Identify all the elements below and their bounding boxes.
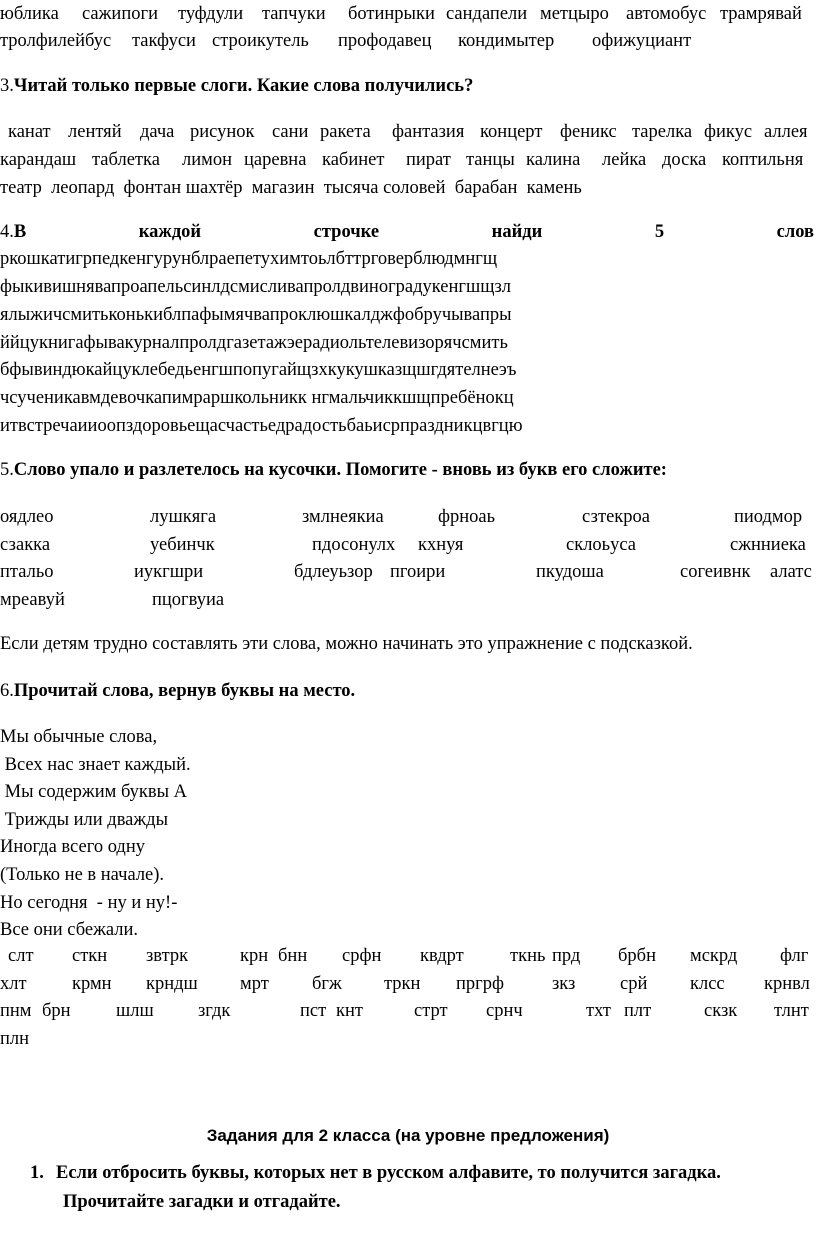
scrambled-word: пиодмор	[734, 507, 803, 527]
task-6-title	[0, 678, 814, 704]
word: карандаш	[0, 150, 77, 170]
word: сажипоги	[82, 4, 158, 24]
scrambled-word: пгоири	[390, 562, 446, 582]
scrambled-word: фрноаь	[438, 507, 496, 527]
scrambled-word: склоьуса	[566, 535, 637, 555]
poem-line: Мы содержим буквы А	[0, 782, 188, 802]
word: профодавец	[338, 31, 432, 51]
letter-row: бфывиндюкайцуклебедьенгшпопугайщзхкукушказщшгдятелнеэъ	[0, 360, 517, 380]
consonant-word: брн	[42, 1001, 71, 1021]
task-5-title	[0, 457, 814, 483]
letter-row: фыкивишнявапроапельсинлдсмисливапролдвиноградукенгшщзл	[0, 277, 512, 297]
letter-row: итвстречаииоопздоровьещасчастьедрадостьбаьисрпраздникцвгцю	[0, 416, 523, 436]
word: лентяй	[68, 122, 122, 142]
word: фикус	[704, 122, 753, 142]
scrambled-word: алатс	[770, 562, 812, 582]
consonant-word: флг	[780, 946, 809, 966]
consonant-word: срй	[620, 974, 648, 994]
scrambled-word: сзакка	[0, 535, 51, 555]
consonant-word: плн	[0, 1029, 30, 1049]
word: тарелка	[632, 122, 693, 142]
hint-note: Если детям трудно составлять эти слова, можно начинать это упражнение с подсказкой.	[0, 634, 693, 654]
word: феникс	[560, 122, 617, 142]
scrambled-word: пцогвуиа	[152, 590, 225, 610]
scrambled-word: бдлеуьзор	[294, 562, 373, 582]
poem-line: Все они сбежали.	[0, 920, 139, 940]
word-line	[0, 28, 814, 54]
poem-line: Но сегодня - ну и ну!-	[0, 893, 178, 913]
poem-line: (Только не в начале).	[0, 865, 165, 885]
item-number: 1.	[30, 1163, 44, 1183]
consonant-word: мрт	[240, 974, 269, 994]
consonant-word: ткнь	[510, 946, 546, 966]
task-title-word: В	[13, 222, 27, 242]
word: танцы	[466, 150, 515, 170]
scrambled-word: уебинчк	[150, 535, 215, 555]
task-title-word: строчке	[313, 222, 380, 242]
consonant-word: сткн	[72, 946, 108, 966]
task-title-word: 5	[654, 222, 665, 242]
word: царевна	[244, 150, 307, 170]
item-text: Если отбросить буквы, которых нет в русском алфавите, то получится загадка.	[56, 1163, 721, 1183]
word-line: театр леопард фонтан шахтёр магазин тысяча соловей барабан камень	[0, 178, 582, 198]
word: трамрявай	[720, 4, 802, 24]
task-title: Прочитай слова, вернув буквы на место.	[13, 681, 356, 701]
consonant-word: скзк	[704, 1001, 738, 1021]
letter-row: ялыжичсмитьконькиблпафымячвапроклюшкалджфобручывапры	[0, 305, 512, 325]
poem-line: Трижды или дважды	[0, 810, 169, 830]
word: пират	[406, 150, 451, 170]
word: кабинет	[322, 150, 385, 170]
scrambled-word: пдосонулх	[312, 535, 396, 555]
word: тролфилейбус	[0, 31, 112, 51]
scrambled-row	[0, 559, 814, 585]
consonant-word: срнч	[486, 1001, 523, 1021]
consonant-word: срфн	[342, 946, 382, 966]
scrambled-word: сжнниека	[730, 535, 806, 555]
numbered-item	[0, 1160, 814, 1186]
word: лимон	[182, 150, 232, 170]
word: сани	[272, 122, 309, 142]
task-title-word: найди	[491, 222, 543, 242]
word: канат	[8, 122, 51, 142]
consonant-word: кнт	[336, 1001, 363, 1021]
word: автомобус	[626, 4, 707, 24]
consonant-word: крмн	[72, 974, 112, 994]
word: туфдули	[178, 4, 244, 24]
word: кондимытер	[458, 31, 555, 51]
word: доска	[662, 150, 707, 170]
consonant-word: плт	[624, 1001, 652, 1021]
word-line	[0, 147, 814, 173]
consonant-word: слт	[8, 946, 34, 966]
consonant-word: прд	[552, 946, 581, 966]
consonant-word: крндш	[146, 974, 198, 994]
letter-row: чсученикавмдевочкапимраршкольникк нгмальчиккшщпребёнокц	[0, 388, 514, 408]
word: метцыро	[540, 4, 609, 24]
consonant-word: звтрк	[146, 946, 189, 966]
consonant-word: пст	[300, 1001, 327, 1021]
item-text-continued: Прочитайте загадки и отгадайте.	[63, 1192, 341, 1212]
section-heading: Задания для 2 класса (на уровне предложения)	[206, 1126, 610, 1145]
scrambled-word: оядлео	[0, 507, 54, 527]
task-3-title	[0, 73, 814, 99]
task-title-word: слов	[776, 222, 814, 242]
scrambled-word: змлнеякиа	[302, 507, 384, 527]
consonant-row	[0, 971, 814, 997]
scrambled-word: иукгшри	[134, 562, 204, 582]
scrambled-word: птальо	[0, 562, 54, 582]
poem-line: Всех нас знает каждый.	[0, 755, 191, 775]
scrambled-word: согеивнк	[680, 562, 751, 582]
word: таблетка	[92, 150, 160, 170]
poem-line: Мы обычные слова,	[0, 727, 158, 747]
consonant-word: тхт	[586, 1001, 611, 1021]
word: ракета	[320, 122, 371, 142]
task-title: Слово упало и разлетелось на кусочки. Помогите - вновь из букв его сложите:	[13, 460, 667, 480]
scrambled-word: сзтекроа	[582, 507, 650, 527]
word: фантазия	[392, 122, 465, 142]
consonant-row	[0, 943, 814, 969]
consonant-word: стрт	[414, 1001, 448, 1021]
task-number: 3.	[0, 76, 14, 96]
scrambled-word: кхнуя	[418, 535, 464, 555]
consonant-word: крнвл	[764, 974, 810, 994]
consonant-word: бгж	[312, 974, 342, 994]
scrambled-word: лушкяга	[150, 507, 217, 527]
consonant-word: згдк	[198, 1001, 231, 1021]
consonant-word: крн	[240, 946, 269, 966]
word: сандапели	[446, 4, 528, 24]
consonant-word: пргрф	[456, 974, 504, 994]
consonant-row	[0, 998, 814, 1024]
task-number: 4.	[0, 222, 14, 242]
consonant-word: пнм	[0, 1001, 32, 1021]
scrambled-word: мреавуй	[0, 590, 65, 610]
task-number: 6.	[0, 681, 14, 701]
word: аллея	[764, 122, 808, 142]
letter-row: ркошкатигрпедкенгурунблраепетухимтоьлбттрговерблюдмнгщ	[0, 249, 498, 269]
word: дача	[140, 122, 175, 142]
task-4-title	[0, 219, 814, 245]
word: юблика	[0, 4, 59, 24]
scrambled-row	[0, 504, 814, 530]
word: калина	[526, 150, 581, 170]
word: офижуциант	[592, 31, 692, 51]
consonant-word: тркн	[384, 974, 421, 994]
word: тапчуки	[262, 4, 326, 24]
scrambled-row	[0, 532, 814, 558]
word-line	[0, 1, 814, 27]
consonant-word: бнн	[278, 946, 308, 966]
consonant-word: брбн	[618, 946, 656, 966]
task-title-word: каждой	[138, 222, 202, 242]
task-number: 5.	[0, 460, 14, 480]
word: лейка	[602, 150, 647, 170]
word: такфуси	[132, 31, 196, 51]
consonant-word: шлш	[116, 1001, 154, 1021]
word: строикутель	[212, 31, 309, 51]
consonant-word: клсс	[690, 974, 725, 994]
task-title-word	[0, 219, 26, 245]
scrambled-row	[0, 587, 814, 613]
task-title: Читай только первые слоги. Какие слова получились?	[13, 76, 474, 96]
consonant-word: квдрт	[420, 946, 464, 966]
letter-row: ййцукнигафывакурналпролдгазетажэерадиольтелевизорячсмить	[0, 333, 508, 353]
poem-line: Иногда всего одну	[0, 837, 145, 857]
word: концерт	[480, 122, 543, 142]
consonant-word: мскрд	[690, 946, 738, 966]
consonant-word: тлнт	[774, 1001, 809, 1021]
word: ботинрыки	[348, 4, 435, 24]
scrambled-word: пкудоша	[536, 562, 604, 582]
word: коптильня	[722, 150, 804, 170]
word: рисунок	[190, 122, 255, 142]
consonant-word: хлт	[0, 974, 27, 994]
consonant-word: зкз	[552, 974, 576, 994]
